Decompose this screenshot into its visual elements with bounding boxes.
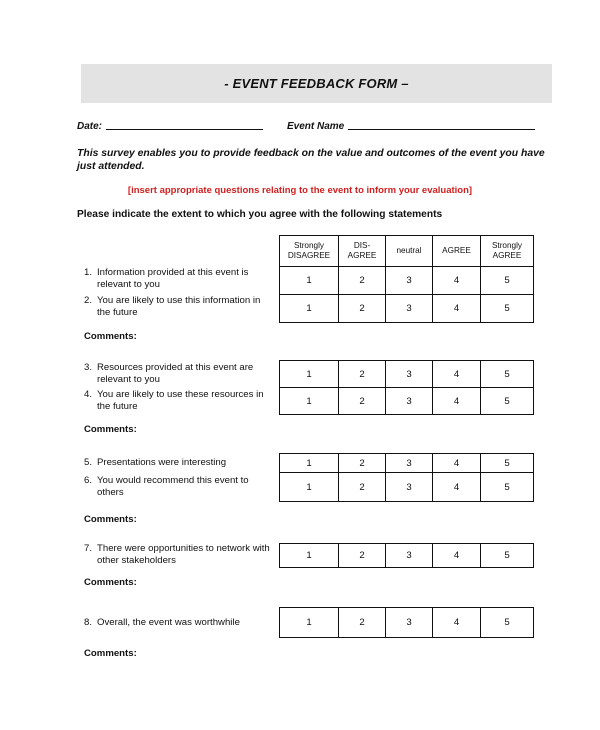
rating-option-2[interactable]: 2	[339, 361, 386, 388]
rating-option-2[interactable]: 2	[339, 267, 386, 295]
rating-option-1[interactable]: 1	[280, 267, 339, 295]
statement-q2: 2. You are likely to use this information in the future	[84, 295, 261, 318]
rating-option-4[interactable]: 4	[433, 608, 481, 638]
rating-option-2[interactable]: 2	[339, 454, 386, 473]
rating-option-2[interactable]: 2	[339, 295, 386, 323]
rating-option-1[interactable]: 1	[280, 361, 339, 388]
rating-option-2[interactable]: 2	[339, 544, 386, 568]
header-neutral: neutral	[386, 236, 433, 267]
instruction-text: Please indicate the extent to which you agree with the following statements	[77, 209, 443, 220]
rating-option-3[interactable]: 3	[386, 267, 433, 295]
rating-row-q8	[280, 608, 534, 638]
statement-q3: 3. Resources provided at this event are relevant to you	[84, 362, 254, 385]
comments-label-1: Comments:	[84, 331, 137, 342]
date-field[interactable]	[106, 129, 263, 130]
rating-row-q1	[280, 267, 534, 295]
rating-option-3[interactable]: 3	[386, 361, 433, 388]
header-strongly-agree: Strongly AGREE	[481, 236, 534, 267]
rating-option-3[interactable]: 3	[386, 454, 433, 473]
rating-option-5[interactable]: 5	[481, 295, 534, 323]
statement-q6: 6. You would recommend this event to others	[84, 475, 249, 498]
statement-q4: 4. You are likely to use these resources in the future	[84, 389, 264, 412]
rating-option-4[interactable]: 4	[433, 361, 481, 388]
rating-option-2[interactable]: 2	[339, 608, 386, 638]
rating-option-5[interactable]: 5	[481, 267, 534, 295]
rating-option-1[interactable]: 1	[280, 388, 339, 415]
rating-option-5[interactable]: 5	[481, 473, 534, 502]
statement-q8: 8. Overall, the event was worthwhile	[84, 617, 240, 628]
rating-option-1[interactable]: 1	[280, 608, 339, 638]
intro-text: This survey enables you to provide feedback on the value and outcomes of the event you have just attended.	[77, 148, 545, 172]
comments-label-4: Comments:	[84, 577, 137, 588]
rating-option-5[interactable]: 5	[481, 544, 534, 568]
event-name-label: Event Name	[287, 121, 345, 132]
statement-q7: 7. There were opportunities to network with other stakeholders	[84, 543, 270, 566]
rating-row-q4	[280, 388, 534, 415]
rating-option-1[interactable]: 1	[280, 454, 339, 473]
form-title: - EVENT FEEDBACK FORM –	[224, 76, 409, 91]
rating-table-1	[279, 235, 534, 323]
comments-label-3: Comments:	[84, 514, 137, 525]
rating-option-5[interactable]: 5	[481, 388, 534, 415]
rating-option-1[interactable]: 1	[280, 295, 339, 323]
rating-row-q6	[280, 473, 534, 502]
rating-option-4[interactable]: 4	[433, 544, 481, 568]
rating-option-2[interactable]: 2	[339, 473, 386, 502]
rating-option-1[interactable]: 1	[280, 544, 339, 568]
statement-q5: 5. Presentations were interesting	[84, 457, 227, 468]
rating-option-4[interactable]: 4	[433, 454, 481, 473]
rating-option-4[interactable]: 4	[433, 388, 481, 415]
rating-option-5[interactable]: 5	[481, 608, 534, 638]
header-disagree: DIS- AGREE	[339, 236, 386, 267]
statement-q1: 1. Information provided at this event is relevant to you	[84, 267, 249, 290]
rating-row-q3	[280, 361, 534, 388]
header-agree: AGREE	[433, 236, 481, 267]
rating-option-2[interactable]: 2	[339, 388, 386, 415]
rating-option-3[interactable]: 3	[386, 473, 433, 502]
header-strongly-disagree: Strongly DISAGREE	[280, 236, 339, 267]
date-label: Date:	[77, 121, 103, 132]
rating-option-4[interactable]: 4	[433, 295, 481, 323]
event-name-field[interactable]	[348, 129, 535, 130]
rating-option-1[interactable]: 1	[280, 473, 339, 502]
rating-option-5[interactable]: 5	[481, 454, 534, 473]
rating-option-5[interactable]: 5	[481, 361, 534, 388]
rating-option-3[interactable]: 3	[386, 295, 433, 323]
rating-option-3[interactable]: 3	[386, 388, 433, 415]
rating-table-5	[279, 607, 534, 638]
rating-option-3[interactable]: 3	[386, 544, 433, 568]
rating-table-4	[279, 543, 534, 568]
comments-label-2: Comments:	[84, 424, 137, 435]
scale-header-row	[280, 236, 534, 267]
rating-table-3	[279, 453, 534, 502]
insert-questions-note: [insert appropriate questions relating to the event to inform your evaluation]	[127, 185, 473, 196]
rating-row-q7	[280, 544, 534, 568]
comments-label-5: Comments:	[84, 648, 137, 659]
rating-row-q5	[280, 454, 534, 473]
rating-option-4[interactable]: 4	[433, 267, 481, 295]
title-bar	[81, 64, 552, 103]
rating-option-3[interactable]: 3	[386, 608, 433, 638]
rating-option-4[interactable]: 4	[433, 473, 481, 502]
rating-row-q2	[280, 295, 534, 323]
rating-table-2	[279, 360, 534, 415]
